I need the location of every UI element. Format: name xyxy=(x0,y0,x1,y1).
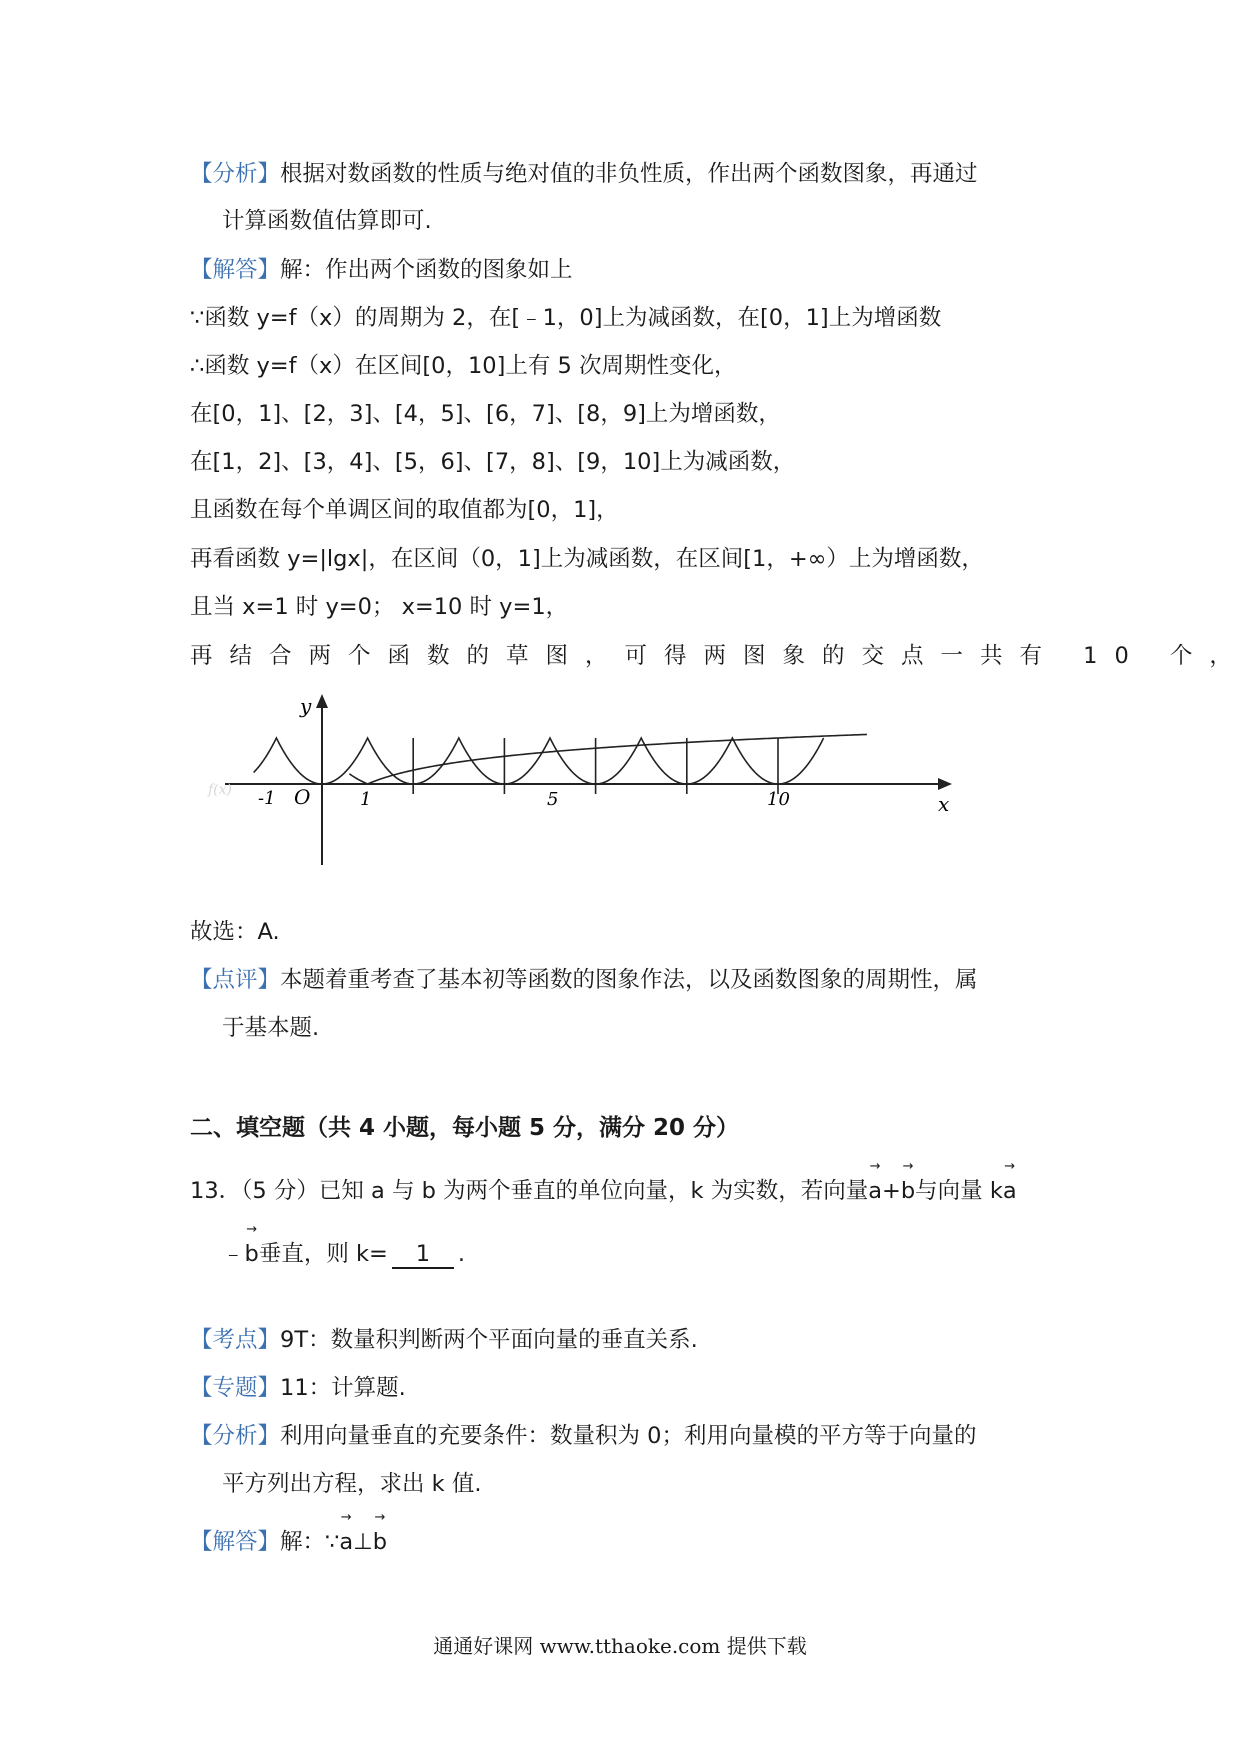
solution2-prefix: 解：∵ xyxy=(280,1529,340,1555)
x-axis-arrow-icon xyxy=(938,778,952,790)
solution2-tag: 【解答】 xyxy=(190,1529,281,1555)
zhuanti-text: 11：计算题. xyxy=(280,1375,406,1401)
vector-b: → b xyxy=(901,1175,915,1207)
analysis-text-cont: 计算函数值估算即可. xyxy=(222,208,432,234)
q13-line-1 xyxy=(190,1175,1017,1207)
y-axis-arrow-icon xyxy=(316,694,328,708)
comment-tag: 【点评】 xyxy=(190,967,281,993)
plus-sign: + xyxy=(882,1178,901,1204)
kaodian-line xyxy=(190,1324,698,1356)
solution-line-3: ∴函数 y=f（x）在区间[0，10]上有 5 次周期性变化， xyxy=(190,353,737,379)
analysis2-text-cont: 平方列出方程，求出 k 值. xyxy=(222,1471,482,1497)
vector-b-2: → b xyxy=(245,1238,259,1270)
kaodian-tag: 【考点】 xyxy=(190,1327,281,1353)
analysis-tag: 【分析】 xyxy=(190,161,281,187)
answer-blank: 1 xyxy=(392,1241,454,1269)
solution-tag: 【解答】 xyxy=(190,257,281,283)
solution-line-8: 且当 x=1 时 y=0； x=10 时 y=1， xyxy=(190,594,569,620)
q13-stem-2: 与向量 k xyxy=(915,1178,1003,1204)
solution-line-6: 且函数在每个单调区间的取值都为[0，1]， xyxy=(190,497,619,523)
kaodian-text: 9T：数量积判断两个平面向量的垂直关系. xyxy=(280,1327,698,1353)
vector-a-3: → a xyxy=(339,1526,353,1558)
comment-text: 本题着重考查了基本初等函数的图象作法，以及函数图象的周期性，属 xyxy=(280,967,978,993)
faint-function-label: f(x) xyxy=(208,782,233,798)
solution-line-5: 在[1，2]、[3，4]、[5，6]、[7，8]、[9，10]上为减函数， xyxy=(190,449,796,475)
minus-sign: ﹣ xyxy=(222,1241,245,1267)
analysis-text: 根据对数函数的性质与绝对值的非负性质，作出两个函数图象，再通过 xyxy=(280,161,978,187)
q13-line-2 xyxy=(222,1238,465,1270)
solution-line-2: ∵函数 y=f（x）的周期为 2，在[﹣1，0]上为减函数，在[0，1]上为增函数 xyxy=(190,305,942,331)
log-abs-curve xyxy=(349,734,867,784)
solution-text: 解：作出两个函数的图象如上 xyxy=(280,257,573,283)
tick-label-1: 1 xyxy=(360,789,372,810)
q13-stem-3: 垂直，则 k= xyxy=(258,1241,388,1267)
analysis2-tag: 【分析】 xyxy=(190,1423,281,1449)
vector-b-3: → b xyxy=(373,1526,387,1558)
analysis2-line-1 xyxy=(190,1420,976,1452)
zhuanti-tag: 【专题】 xyxy=(190,1375,281,1401)
q13-stem: 13．（5 分）已知 a 与 b 为两个垂直的单位向量，k 为实数，若向量 xyxy=(190,1178,869,1204)
solution-line-9: 再结合两个函数的草图，可得两图象的交点一共有 10 个， xyxy=(190,643,1249,669)
perp-sign: ⊥ xyxy=(353,1529,373,1555)
zhuanti-line xyxy=(190,1372,406,1404)
conclusion: 故选：A. xyxy=(190,919,280,945)
periodic-curve-path xyxy=(254,738,824,784)
y-axis-label: y xyxy=(300,694,312,718)
function-graph xyxy=(208,693,960,871)
comment-text-cont: 于基本题. xyxy=(222,1015,320,1041)
solution-line-7: 再看函数 y=|lgx|，在区间（0，1]上为减函数，在区间[1，+∞）上为增函数， xyxy=(190,546,984,572)
vector-a: → a xyxy=(868,1175,882,1207)
periodic-function-curve xyxy=(254,738,824,784)
solution-line-4: 在[0，1]、[2，3]、[4，5]、[6，7]、[8，9]上为增函数， xyxy=(190,401,781,427)
page-footer: 通通好课网 www.tthaoke.com 提供下载 xyxy=(433,1634,807,1658)
analysis-line-1 xyxy=(190,158,978,190)
period-boundaries xyxy=(413,738,778,794)
section-heading: 二、填空题（共 4 小题，每小题 5 分，满分 20 分） xyxy=(190,1115,740,1141)
solution-line-1 xyxy=(190,254,573,286)
q13-period: . xyxy=(457,1241,466,1267)
comment-line-1 xyxy=(190,964,978,996)
solution2-line xyxy=(190,1526,387,1558)
x-axis-label: x xyxy=(938,792,950,816)
vector-a-2: → a xyxy=(1003,1175,1017,1207)
tick-label-5: 5 xyxy=(547,789,559,810)
tick-label-neg1: -1 xyxy=(258,788,276,809)
analysis2-text: 利用向量垂直的充要条件：数量积为 0；利用向量模的平方等于向量的 xyxy=(280,1423,977,1449)
tick-label-10: 10 xyxy=(767,789,790,810)
origin-label: O xyxy=(294,785,311,809)
